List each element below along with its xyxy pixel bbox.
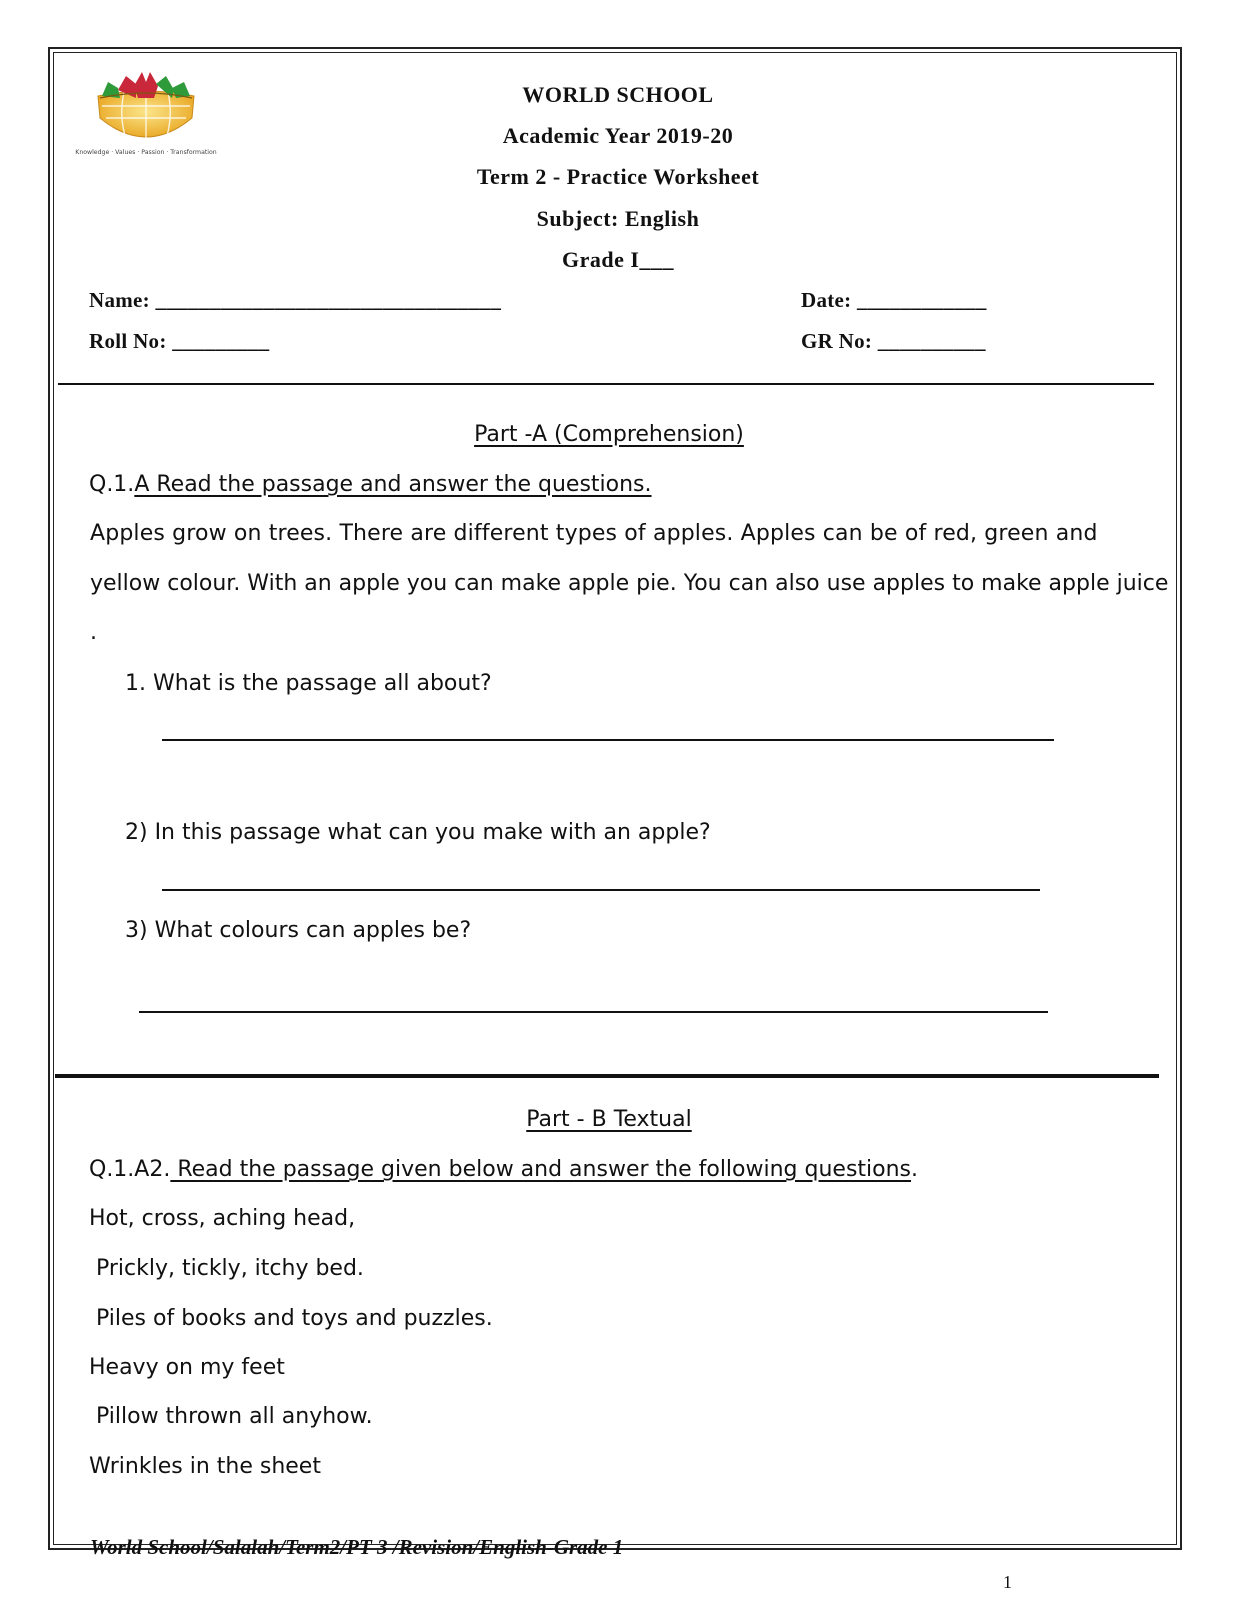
part-a-question-text: A Read the passage and answer the questions.: [134, 472, 652, 497]
part-a-question-number: Q.1.: [89, 472, 135, 497]
grade: Grade I___: [562, 247, 674, 272]
poem-line-5: Pillow thrown all anyhow.: [89, 1404, 373, 1429]
question-1: 1. What is the passage all about?: [125, 671, 492, 696]
roll-no-field[interactable]: Roll No: _________: [89, 329, 270, 353]
name-field[interactable]: Name: ________________________________: [89, 288, 502, 312]
section-divider: [55, 1074, 1159, 1078]
subject: Subject: English: [536, 206, 700, 231]
footer-text: World School/Salalah/Term2/PT 3 /Revision/English-Grade 1: [90, 1535, 624, 1559]
poem-line-4: Heavy on my feet: [89, 1355, 285, 1380]
part-b-question-end: .: [911, 1157, 919, 1182]
school-name: WORLD SCHOOL: [522, 82, 714, 107]
passage-line-3: .: [90, 620, 97, 645]
part-b-question-text: Read the passage given below and answer the following questions: [170, 1157, 912, 1182]
gr-no-field[interactable]: GR No: __________: [801, 329, 986, 353]
part-b-question: [89, 1157, 918, 1182]
part-b-question-number: Q.1.A2.: [89, 1157, 171, 1182]
question-2: 2) In this passage what can you make with an apple?: [125, 820, 711, 845]
question-3: 3) What colours can apples be?: [125, 918, 472, 943]
answer-line-1[interactable]: [162, 739, 1054, 741]
passage-line-2: yellow colour. With an apple you can make apple pie. You can also use apples to make apple juice: [90, 571, 1169, 596]
svg-text:Knowledge · Values · Passion ·: Knowledge · Values · Passion · Transformation: [75, 149, 217, 156]
poem-line-2: Prickly, tickly, itchy bed.: [89, 1256, 364, 1281]
part-b-title: Part - B Textual: [526, 1107, 692, 1132]
poem-line-6: Wrinkles in the sheet: [89, 1454, 321, 1479]
answer-line-3[interactable]: [139, 1011, 1048, 1013]
poem-line-3: Piles of books and toys and puzzles.: [89, 1306, 493, 1331]
academic-year: Academic Year 2019-20: [502, 123, 734, 148]
part-a-title: Part -A (Comprehension): [474, 422, 744, 447]
date-field[interactable]: Date: ____________: [801, 288, 987, 312]
header-divider: [58, 383, 1154, 385]
answer-line-2[interactable]: [162, 889, 1040, 891]
page-number: 1: [1003, 1572, 1012, 1592]
part-a-question: [89, 472, 652, 497]
poem-line-1: Hot, cross, aching head,: [89, 1206, 356, 1231]
worksheet-term: Term 2 - Practice Worksheet: [476, 164, 760, 189]
passage-line-1: Apples grow on trees. There are different types of apples. Apples can be of red, green and: [90, 521, 1098, 546]
